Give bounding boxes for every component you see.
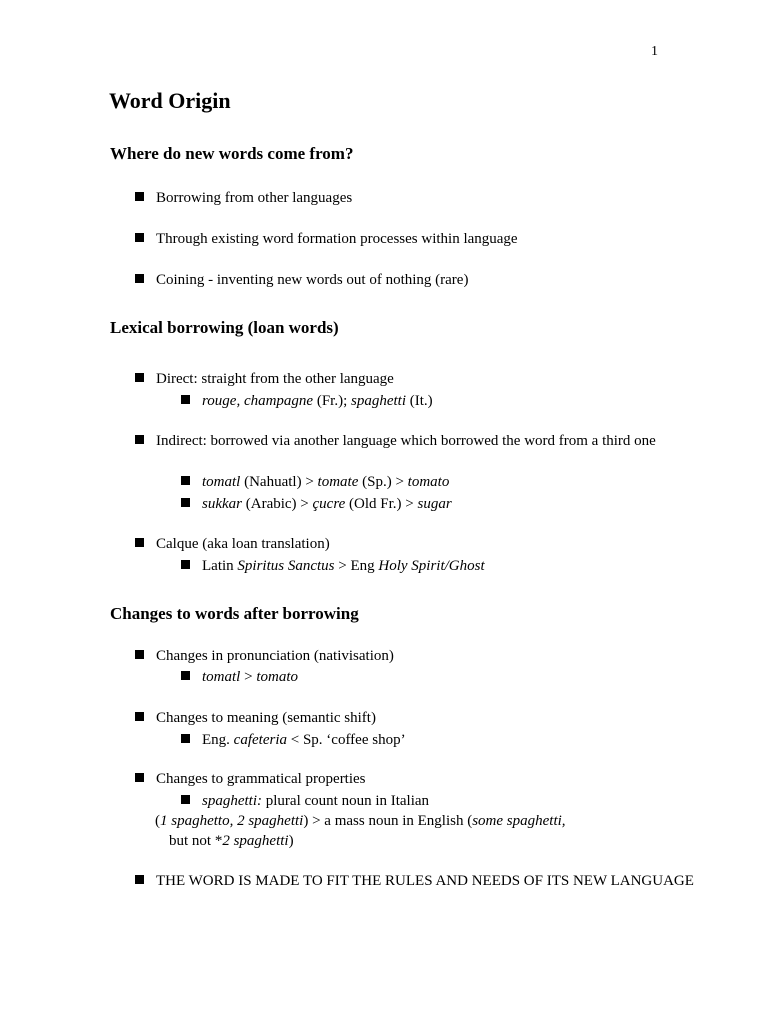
bullet-item-direct: Direct: straight from the other language (135, 369, 675, 389)
square-bullet-icon (135, 373, 144, 382)
sub-bullet-item: sukkar (Arabic) > çucre (Old Fr.) > sugar (181, 494, 452, 514)
sub-bullet-item: tomatl (Nahuatl) > tomate (Sp.) > tomato (181, 472, 449, 492)
sub-bullet-item: spaghetti: plural count noun in Italian (181, 791, 429, 811)
square-bullet-icon (135, 435, 144, 444)
bullet-item-fit: THE WORD IS MADE TO FIT THE RULES AND NEEDS OF ITS NEW LANGUAGE (135, 871, 696, 891)
square-bullet-icon (135, 712, 144, 721)
section-heading-borrowing: Lexical borrowing (loan words) (110, 318, 339, 337)
bullet-item: Through existing word formation processes within language (135, 229, 675, 249)
section-heading-sources: Where do new words come from? (110, 144, 354, 163)
square-bullet-icon (181, 671, 190, 680)
square-bullet-icon (181, 395, 190, 404)
square-bullet-icon (181, 795, 190, 804)
square-bullet-icon (135, 233, 144, 242)
square-bullet-icon (135, 875, 144, 884)
bullet-item: Coining - inventing new words out of nothing (rare) (135, 270, 675, 290)
bullet-item-pronunciation: Changes in pronunciation (nativisation) (135, 646, 675, 666)
grammar-example-line: but not *2 spaghetti) (169, 833, 294, 849)
square-bullet-icon (135, 192, 144, 201)
section-heading-changes: Changes to words after borrowing (110, 604, 359, 623)
square-bullet-icon (135, 773, 144, 782)
page-title: Word Origin (109, 88, 231, 113)
bullet-item-calque: Calque (aka loan translation) (135, 534, 675, 554)
sub-bullet-item: rouge, champagne (Fr.); spaghetti (It.) (181, 391, 433, 411)
square-bullet-icon (135, 650, 144, 659)
square-bullet-icon (181, 734, 190, 743)
square-bullet-icon (135, 538, 144, 547)
square-bullet-icon (181, 498, 190, 507)
bullet-item-meaning: Changes to meaning (semantic shift) (135, 708, 675, 728)
sub-bullet-item: Latin Spiritus Sanctus > Eng Holy Spirit/Ghost (181, 556, 485, 576)
square-bullet-icon (181, 476, 190, 485)
bullet-item: Borrowing from other languages (135, 188, 675, 208)
grammar-example-line: (1 spaghetto, 2 spaghetti) > a mass noun in English (some spaghetti, (155, 813, 566, 829)
sub-bullet-item: Eng. cafeteria < Sp. ‘coffee shop’ (181, 730, 406, 750)
square-bullet-icon (135, 274, 144, 283)
sub-bullet-item: tomatl > tomato (181, 667, 298, 687)
page-number: 1 (651, 44, 658, 59)
bullet-item-grammar: Changes to grammatical properties (135, 769, 675, 789)
square-bullet-icon (181, 560, 190, 569)
bullet-item-indirect: Indirect: borrowed via another language which borrowed the word from a third one (135, 431, 676, 451)
